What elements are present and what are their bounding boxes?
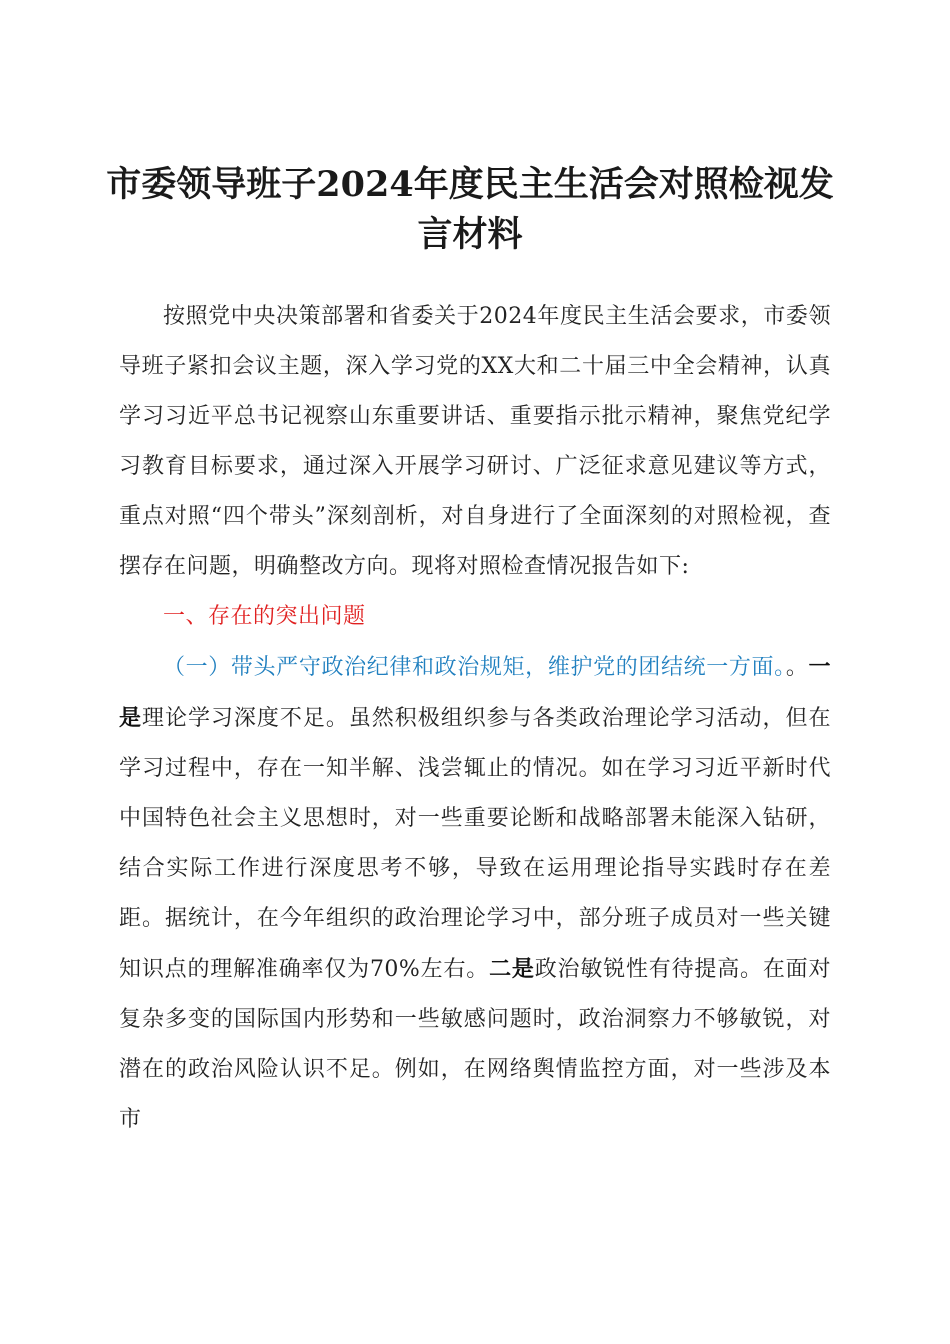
subsection-heading: （一）带头严守政治纪律和政治规矩，维护党的团结统一方面。 [163, 655, 786, 680]
document-body [119, 292, 831, 1145]
point-text-2: 政治敏锐性有待提高。在面对复杂多变的国际国内形势和一些敏感问题时，政治洞察力不够敏锐，对潜在的政治风险认识不足。例如，在网络舆情监控方面，对一些涉及本市 [119, 957, 831, 1132]
point-marker-1: 一是 [119, 654, 831, 731]
point-marker-2: 二是 [489, 956, 535, 982]
subsection-separator: 。 [785, 655, 809, 680]
subsection-paragraph [119, 642, 831, 1145]
point-text-1: 理论学习深度不足。虽然积极组织参与各类政治理论学习活动，但在学习过程中，存在一知半解、浅尝辄止的情况。如在学习习近平新时代中国特色社会主义思想时，对一些重要论断和战略部署未能深入钻研，结合实际工作进行深度思考不够，导致在运用理论指导实践时存在差距。据统计，在今年组织的政治理论学习中，部分班子成员对一些关键知识点的理解准确率仅为70%左右。 [119, 706, 831, 982]
section-heading: 一、存在的突出问题 [163, 604, 366, 629]
document-title: 市委领导班子2024年度民主生活会对照检视发言材料 [106, 164, 834, 255]
intro-paragraph: 按照党中央决策部署和省委关于2024年度民主生活会要求，市委领导班子紧扣会议主题，深入学习党的XX大和二十届三中全会精神，认真学习习近平总书记视察山东重要讲话、重要指示批示精神，聚焦党纪学习教育目标要求，通过深入开展学习研讨、广泛征求意见建议等方式，重点对照“四个带头”深刻剖析，对自身进行了全面深刻的对照检视，查摆存在问题，明确整改方向。现将对照检查情况报告如下: [119, 304, 831, 579]
